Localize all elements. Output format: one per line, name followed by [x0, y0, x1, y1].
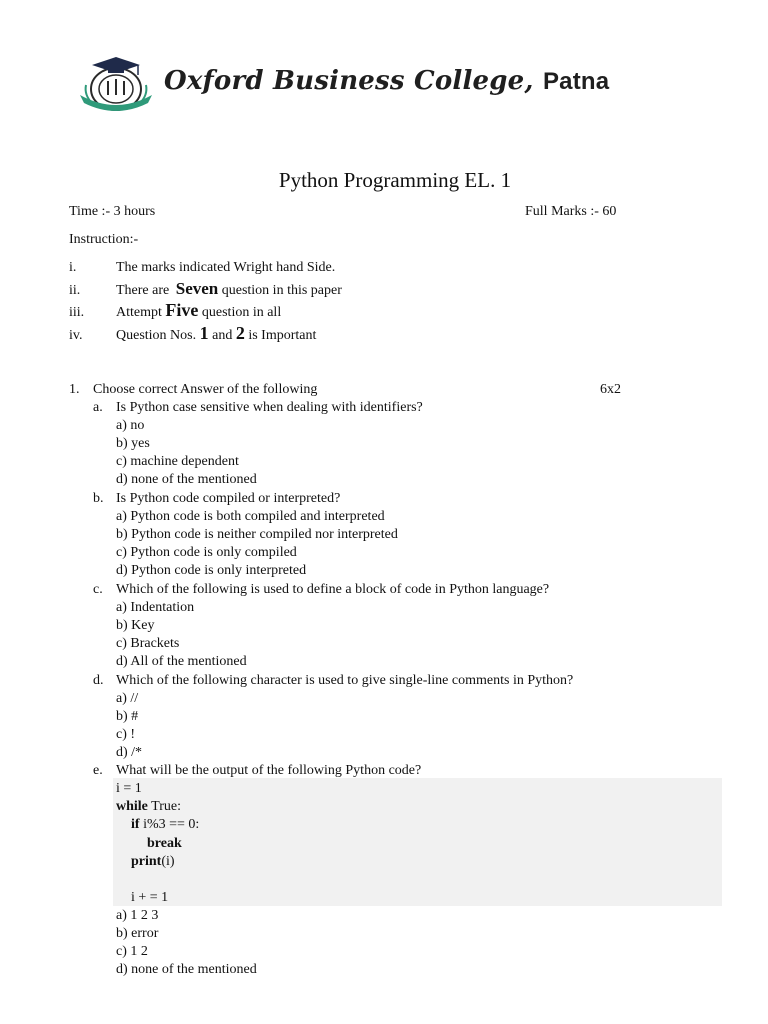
answer-option: b) error	[116, 926, 159, 942]
code-line: i + = 1	[131, 890, 169, 905]
answer-option: b) yes	[116, 436, 150, 452]
answer-options	[116, 417, 257, 489]
instruction-num: i.	[69, 260, 77, 275]
code-line: i = 1	[116, 781, 142, 796]
question-number: 1.	[69, 382, 80, 397]
answer-option: a) no	[116, 418, 145, 433]
answer-option: d) /*	[116, 745, 143, 761]
college-city: Patna	[542, 68, 610, 95]
answer-options	[116, 907, 257, 979]
instruction-heading: Instruction:-	[69, 232, 139, 247]
answer-options	[116, 599, 247, 671]
code-keyword: while	[116, 799, 148, 814]
answer-option: b) #	[116, 709, 139, 725]
instruction-emphasis: Five	[165, 300, 199, 320]
question-text: Choose correct Answer of the following	[93, 382, 318, 397]
part-label: d.	[93, 673, 104, 688]
instruction-text: Question Nos.	[116, 328, 200, 343]
part-question: Which of the following is used to define a block of code in Python language?	[116, 582, 550, 597]
answer-option: a) Indentation	[116, 600, 195, 615]
code-keyword: print	[131, 854, 162, 869]
full-marks: Full Marks :- 60	[525, 204, 617, 219]
instruction-emphasis: 2	[235, 323, 245, 343]
instruction-num: iii.	[69, 305, 85, 320]
instruction-num: ii.	[69, 283, 81, 298]
part-label: a.	[93, 400, 103, 415]
instruction-emphasis: 1	[199, 323, 209, 343]
college-name-text: Oxford Business College,	[164, 66, 534, 96]
instruction-text: and	[208, 328, 236, 343]
code-keyword: break	[147, 836, 182, 851]
code-line	[116, 798, 181, 816]
answer-option: a) 1 2 3	[116, 908, 159, 923]
code-text: (i)	[161, 854, 175, 869]
question-marks: 6x2	[600, 382, 621, 397]
part-question: What will be the output of the following Python code?	[116, 763, 422, 778]
code-keyword: if	[131, 817, 140, 832]
time-allowed: Time :- 3 hours	[69, 204, 156, 219]
answer-option: a) //	[116, 691, 139, 706]
part-label: e.	[93, 763, 103, 778]
instruction-item	[69, 323, 316, 344]
code-text: True:	[147, 799, 181, 814]
paper-title: Python Programming EL. 1	[278, 168, 512, 192]
instruction-text: question in this paper	[218, 283, 342, 298]
part-label: c.	[93, 582, 103, 597]
instruction-text: question in all	[198, 305, 282, 320]
answer-option: a) Python code is both compiled and interpreted	[116, 509, 385, 524]
instruction-text: There are	[116, 283, 173, 298]
answer-option: c) Brackets	[116, 636, 180, 652]
answer-option: b) Python code is neither compiled nor interpreted	[116, 527, 398, 543]
answer-options	[116, 508, 398, 580]
answer-options	[116, 690, 142, 762]
answer-option: c) 1 2	[116, 944, 148, 960]
code-text: i%3 == 0:	[139, 817, 200, 832]
answer-option: c) machine dependent	[116, 454, 239, 470]
code-block	[113, 778, 722, 906]
code-line	[131, 853, 175, 871]
answer-option: b) Key	[116, 618, 155, 634]
answer-option: d) Python code is only interpreted	[116, 563, 307, 579]
code-line	[147, 835, 182, 853]
answer-option: d) none of the mentioned	[116, 472, 257, 488]
answer-option: d) All of the mentioned	[116, 654, 247, 670]
part-label: b.	[93, 491, 104, 506]
instruction-text: The marks indicated Wright hand Side.	[116, 260, 336, 275]
answer-option: d) none of the mentioned	[116, 962, 257, 978]
instruction-emphasis: Seven	[175, 279, 219, 298]
part-question: Is Python code compiled or interpreted?	[116, 491, 341, 506]
instruction-item	[69, 300, 281, 321]
answer-option: c) Python code is only compiled	[116, 545, 297, 561]
instruction-text: Attempt	[116, 305, 166, 320]
instruction-text: is Important	[244, 328, 317, 343]
part-question: Which of the following character is used to give single-line comments in Python?	[116, 673, 574, 688]
part-question: Is Python case sensitive when dealing with identifiers?	[116, 400, 423, 415]
instruction-item	[69, 260, 335, 276]
answer-option: c) !	[116, 727, 136, 743]
college-name	[164, 66, 609, 96]
instruction-item	[69, 279, 342, 299]
college-logo	[78, 55, 160, 115]
instruction-num: iv.	[69, 328, 83, 343]
code-line	[131, 816, 199, 834]
